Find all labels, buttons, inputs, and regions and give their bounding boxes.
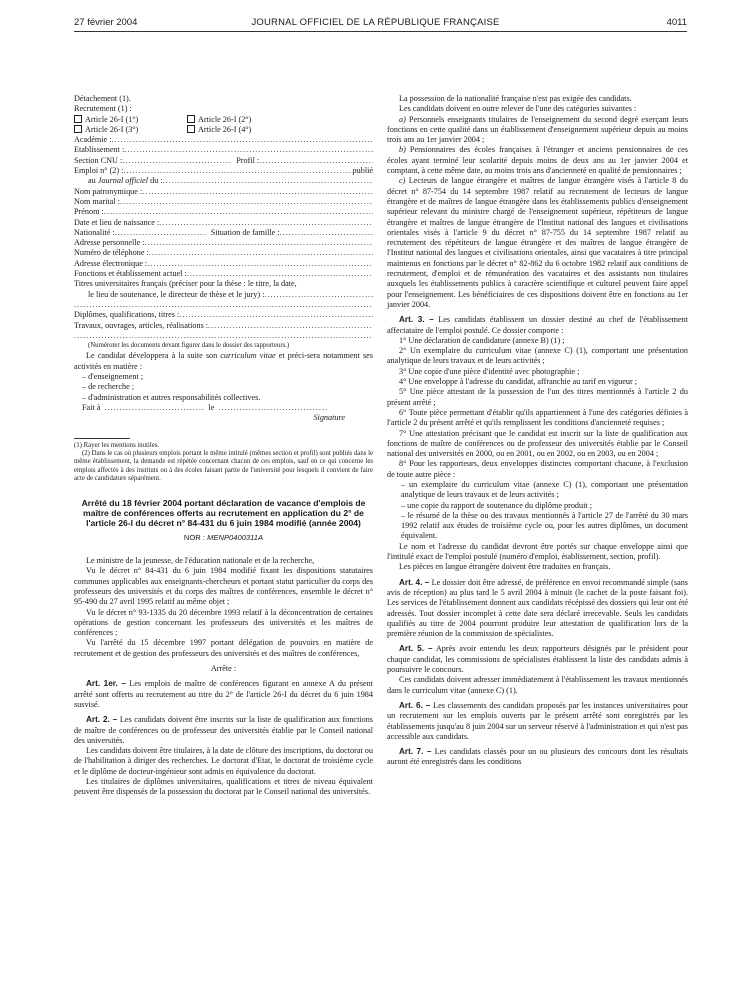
field-adresse[interactable]: Adresse personnelle : ..... (74, 238, 373, 248)
checkbox-icon[interactable] (74, 125, 82, 133)
article-4: Art. 4. – Le dossier doit être adressé, de préférence en envoi recommandé simple (sans avis de réception) au plus tard le 5 avril 2004 à minuit (le cachet de la poste faisant foi). Les services de l'établissement donnent aux candidats récépissé des dossiers qui leur ont été adressés. Tout dossier incomplet à cette date sera déclaré irrecevable. Seuls les candidats qualifiés au titre de 2004 pourront produire leur attestation de qualification lors de la première réunion de la commission de spécialistes. (387, 577, 688, 639)
para-traduction: Les pièces en langue étrangère doivent être traduites en français. (399, 562, 611, 572)
checkbox-icon[interactable] (74, 115, 82, 123)
decree-title: Arrêté du 18 février 2004 portant déclaration de vacance d'emplois de maître de conférences offerts au recrutement en application du 2° de l'article 26-I du décret n° 84-431 du 6 juin 1984 modifié (année 2004) (81, 497, 366, 529)
dossier-item-4: 4° Une enveloppe à l'adresse du candidat, affranchie au tarif en vigueur ; (399, 377, 638, 387)
field-nom-patronymique[interactable]: Nom patronymique : ..... (74, 187, 373, 197)
field-naissance[interactable]: Date et lieu de naissance : ..... (74, 218, 373, 228)
header-date: 27 février 2004 (74, 17, 138, 28)
field-nationalite[interactable]: Nationalité : ..... Situation de famille : ..... (74, 228, 373, 238)
decree-para-1: Le ministre de la jeunesse, de l'éducation nationale et de la recherche, (86, 556, 315, 566)
field-diplomes[interactable]: Diplômes, qualifications, titres : ..... (74, 310, 373, 320)
dossier-item-3: 3° Une copie d'une pièce d'identité avec photographie ; (399, 366, 580, 376)
category-a: a) Personnels enseignants titulaires de l'enseignement du second degré exerçant leurs fonctions en cette qualité dans un établissement d'enseignement supérieur depuis au moins trois ans au 1er janvier 2004 ; (387, 114, 688, 145)
dossier-item-5: 5° Une pièce attestant de la possession de l'un des titres mentionnés à l'article 2 du présent arrêté ; (387, 387, 688, 407)
category-c: c) Lecteurs de langue étrangère et maîtres de langue étrangère visés à l'article 8 du décret n° 87-754 du 14 septembre 1987 relatif au recrutement de lecteurs de langue étrangère et de maîtres de langue étrangère dans les établissements publics d'enseignement supérieur relevant du ministre chargé de l'enseignement supérieur, répétiteurs de langue étrangère et maîtres de langue étrangère de l'Institut national des langues et civilisations orientales visés à l'article 9 du décret n° 87-755 du 14 septembre 1987 relatif au recrutement des répétiteurs de langue étrangère et des maîtres de langue étrangère de l'Institut national des langues et civilisations orientales, ainsi que vacataires à titre principal maintenus en fonctions par le décret n° 82-862 du 6 octobre 1982 relatif aux conditions de recrutement, d'emploi et de rémunération des vacataires et des assistants non titulaires auxquels les établissements publics à caractère scientifique et culturel peuvent faire appel pour l'enseignement. Les bénéficiaires de ces dispositions doivent être en fonctions au 1er janvier 2004. (387, 176, 688, 309)
article-1: Art. 1er. – Les emplois de maître de conférences figurant en annexe A du présent arrêté sont offerts au recrutement au titre du 2° de l'article 26-I du décret du 6 juin 1984 susvisé. (74, 679, 374, 709)
para-nationalite: La possession de la nationalité française n'est pas exigée des candidats. (399, 94, 632, 103)
checkbox-article-2[interactable]: Article 26-I (2°) (187, 115, 300, 125)
para-diplomes: Les titulaires de diplômes universitaires, qualifications et titres de niveau équivalent peuvent être dispensés de la possession du doctorat par le Conseil national des universités. (74, 776, 373, 797)
dossier-item-2: 2° Un exemplaire du curriculum vitae (annexe C) (1), comportant une présentation analytique de leurs travaux et de leurs activités ; (387, 346, 688, 366)
field-titres[interactable]: le lieu de soutenance, le directeur de thèse et le jury) : ..... (74, 290, 373, 300)
rapporteur-sub-3: – le résumé de la thèse ou des travaux mentionnés à l'article 27 de l'arrêté du 30 mars 1992 relatif aux études de troisième cycle ou, pour les autres diplômes, un document équivalent. (401, 510, 688, 541)
para-enveloppe: Le nom et l'adresse du candidat devront être portés sur chaque enveloppe ainsi que l'intitulé exact de l'emploi postulé (numéro d'emploi, établissement, section, profil). (387, 541, 688, 562)
nor-reference: NOR : MENP0400311A (183, 532, 264, 542)
field-nom-marital[interactable]: Nom marital : ..... (74, 197, 373, 207)
para-categories: Les candidats doivent en outre relever de l'une des catégories suivantes : (399, 104, 637, 114)
article-5: Art. 5. – Après avoir entendu les deux rapporteurs désignés par le président pour chaque candidat, les commissions de spécialistes établissent la liste des candidats admis à poursuivre le concours. (387, 644, 688, 675)
header-journal-title: JOURNAL OFFICIEL DE LA RÉPUBLIQUE FRANÇAISE (251, 17, 500, 28)
article-3: Art. 3. – Les candidats établissent un dossier destiné au chef de l'établissement affectataire de l'emploi postulé. Ce dossier comporte : (387, 315, 688, 335)
arrete-heading: Arrête : (210, 664, 237, 674)
page-header (0, 0, 751, 30)
para-travaux: Ces candidats doivent adresser immédiatement à l'établissement les travaux mentionnés dans le curriculum vitae (annexe C) (1). (387, 675, 688, 695)
field-travaux[interactable]: Travaux, ouvrages, articles, réalisations : ..... (74, 321, 373, 331)
form-recrutement: Recrutement (1) : (74, 104, 132, 114)
field-prenom[interactable]: Prénom : ..... (74, 207, 373, 217)
footnote-2: (2) Dans le cas où plusieurs emplois portant le même intitulé (mêmes section et profil) sont publiés dans le même établissement, la demande est répétée concernant chacun de ces emplois, sauf en ce qui concerne les emplois affectés à des instituts ou à des écoles faisant partie de l'université pour lesquels il convient de faire acte de candidature séparément. (74, 449, 373, 483)
field-titres-label: Titres universitaires français (préciser pour la thèse : le titre, la date, (74, 279, 297, 289)
checkbox-row-2 (74, 125, 373, 135)
right-column (387, 94, 688, 768)
field-email[interactable]: Adresse électronique : ..... (74, 259, 373, 269)
field-fait-a[interactable]: Fait à ..... le ..... (74, 403, 373, 413)
field-titres-line[interactable] (74, 300, 373, 310)
category-b: b) Pensionnaires des écoles françaises à l'étranger et anciens pensionnaires de ces écoles ayant terminé leur scolarité depuis moins de deux ans au 1er janvier 2004 et comptant, à cette même date, au moins trois ans d'ancienneté en qualité de pensionnaires ; (387, 145, 688, 176)
numeroter-note: (Numéroter les documents devant figurer dans le dossier des rapporteurs.) (88, 342, 290, 350)
field-academie[interactable]: Académie : ..... (74, 135, 373, 145)
article-7: Art. 7. – Les candidats classés pour un ou plusieurs des concours dont les résultats auront été enregistrés dans les conditions (387, 747, 688, 767)
header-rule (74, 31, 687, 32)
rapporteur-sub-1: – un exemplaire du curriculum vitae (annexe C) (1), comportant une présentation analytique de leurs travaux et de leurs activités ; (401, 479, 688, 500)
checkbox-icon[interactable] (187, 125, 195, 133)
checkbox-row-1 (74, 115, 373, 125)
activity-enseignement: – d'enseignement ; (82, 372, 144, 382)
footnote-separator (74, 438, 130, 439)
checkbox-icon[interactable] (187, 115, 195, 123)
footnote-1: (1) Rayer les mentions inutiles. (74, 441, 160, 449)
field-travaux-line[interactable] (74, 331, 373, 341)
signature-label: Signature (313, 413, 345, 423)
left-column (74, 94, 373, 798)
field-telephone[interactable]: Numéro de téléphone : ..... (74, 248, 373, 258)
activity-recherche: – de recherche ; (82, 382, 135, 392)
activity-administration: – d'administration et autres responsabilités collectives. (82, 392, 261, 402)
para-titulaires: Les candidats doivent être titulaires, à la date de clôture des inscriptions, du doctorat ou de l'habilitation à diriger des recherches. Le doctorat d'Etat, le doctorat de troisième cycle et le diplôme de docteur-ingénieur sont admis en équivalence du doctorat. (74, 746, 373, 776)
article-2: Art. 2. – Les candidats doivent être inscrits sur la liste de qualification aux fonctions de maître de conférences ou de professeur des universités établie par le Conseil national des universités. (74, 715, 373, 745)
checkbox-article-3[interactable]: Article 26-I (3°) (74, 125, 187, 135)
decree-para-4: Vu l'arrêté du 15 décembre 1997 portant délégation de pouvoirs en matière de recrutement et de gestion des professeurs des universités et des maîtres de conférences, (74, 638, 373, 658)
dossier-item-7: 7° Une attestation précisant que le candidat est inscrit sur la liste de qualification aux fonctions de maître de conférences ou de professeur des universités établie par le Conseil national des universités en 2000, ou en 2001, ou en 2002, ou en 2003, ou en 2004 ; (387, 428, 688, 459)
candidat-paragraph: Le candidat développera à la suite son curriculum vitae et préci-sera notamment ses activités en matière : (74, 351, 373, 371)
decree-para-2: Vu le décret n° 84-431 du 6 juin 1984 modifié fixant les dispositions statutaires communes applicables aux enseignants-chercheurs et portant statut particulier du corps des professeurs des universités et du corps des maîtres de conférences, ensemble le décret n° 95-490 du 27 avril 1995 relatif au même objet ; (74, 566, 373, 607)
dossier-item-6: 6° Toute pièce permettant d'établir qu'ils appartiennent à l'une des catégories définies à l'article 2 du présent arrêté et qu'ils remplissent les conditions d'ancienneté requises ; (387, 407, 688, 428)
form-detachement: Détachement (1). (74, 94, 131, 103)
field-fonctions[interactable]: Fonctions et établissement actuel : ..... (74, 269, 373, 279)
field-journal-officiel[interactable]: au Journal officiel du : ..... (74, 176, 373, 186)
dossier-item-1: 1° Une déclaration de candidature (annexe B) (1) ; (399, 335, 565, 345)
dossier-item-8: 8° Pour les rapporteurs, deux enveloppes distinctes comportant chacune, à l'exclusion de toute autre pièce : (387, 459, 688, 479)
field-emploi[interactable]: Emploi n° (2) : ..... publié (74, 166, 373, 176)
checkbox-article-4[interactable]: Article 26-I (4°) (187, 125, 300, 135)
field-section-profil[interactable]: Section CNU : ..... Profil : ..... (74, 156, 373, 166)
field-etablissement[interactable]: Etablissement : ..... (74, 145, 373, 155)
header-page-number: 4011 (666, 17, 687, 28)
rapporteur-sub-2: – une copie du rapport de soutenance du diplôme produit ; (401, 500, 592, 510)
checkbox-article-1[interactable]: Article 26-I (1°) (74, 115, 187, 125)
decree-para-3: Vu le décret n° 93-1335 du 20 décembre 1993 relatif à la déconcentration de certaines opérations de gestion concernant les professeurs des universités et les maîtres de conférences ; (74, 607, 373, 638)
article-6: Art. 6. – Les classements des candidats proposés par les instances universitaires pour un recrutement sur les emplois ouverts par le présent arrêté sont enregistrés par les établissements jusqu'au 8 juin 2004 sur un serveur réservé à l'administration et qui n'est pas accessible aux candidats. (387, 700, 688, 741)
